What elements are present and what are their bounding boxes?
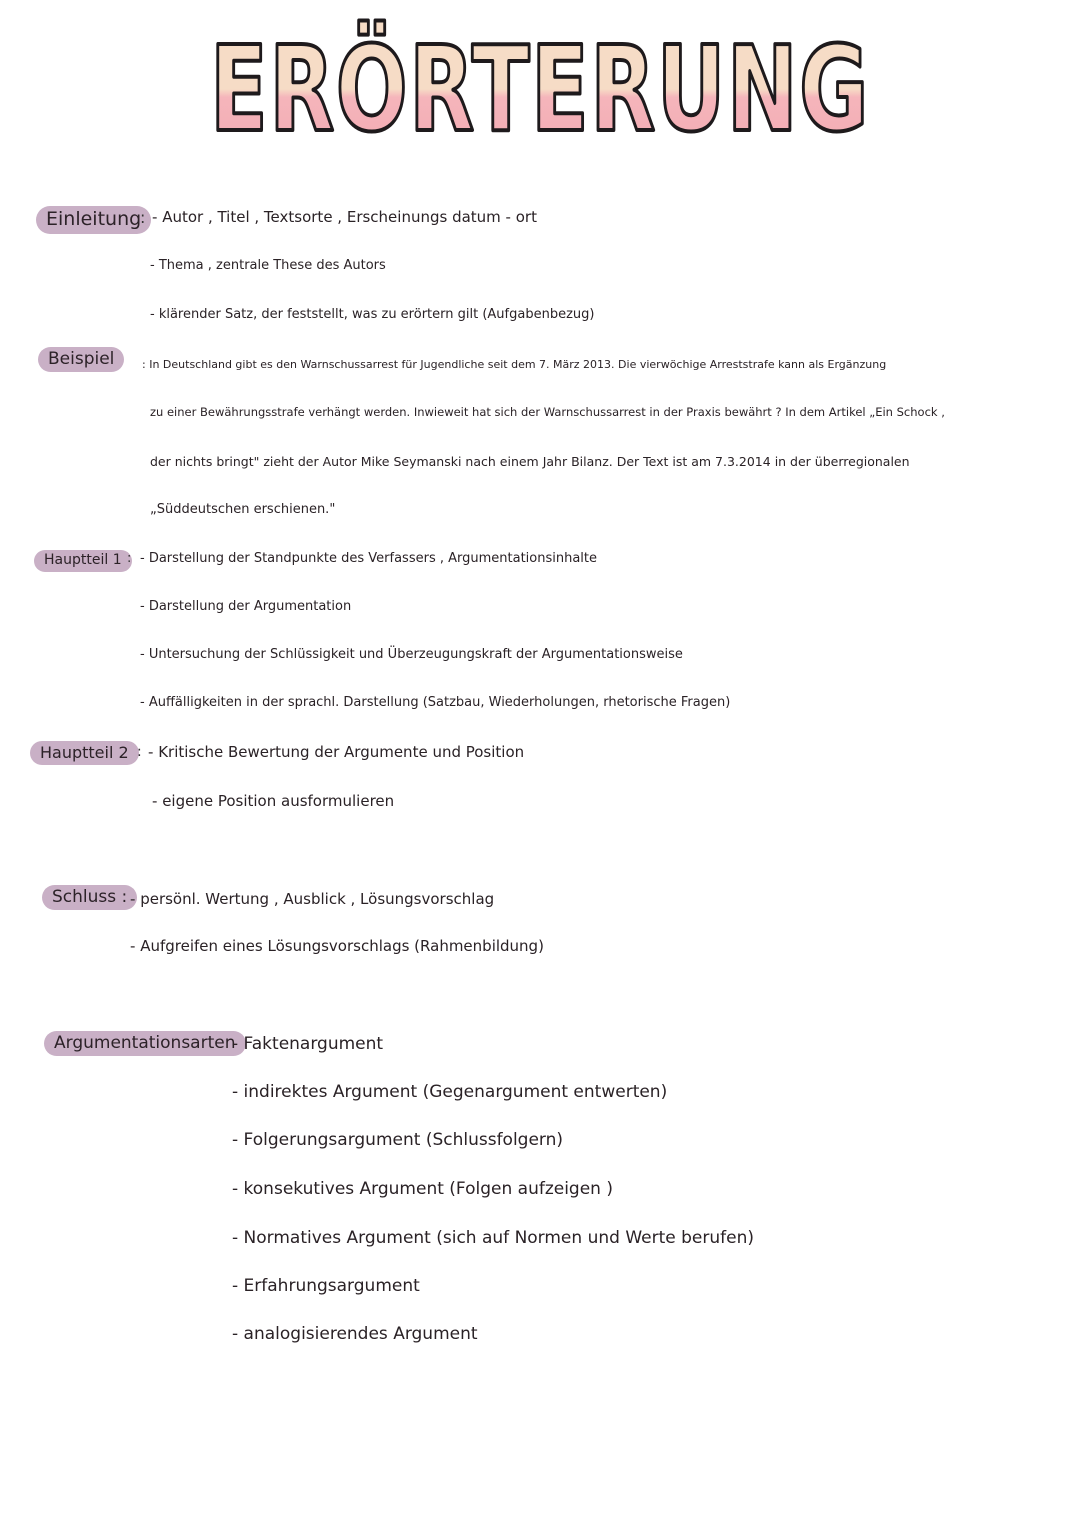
schluss-item-text: Aufgreifen eines Lösungsvorschlags (Rahmenbildung)	[140, 937, 544, 955]
argumentationsart-item-text: indirektes Argument (Gegenargument entwerten)	[243, 1082, 668, 1102]
hauptteil2-item-text: Kritische Bewertung der Argumente und Position	[158, 743, 525, 761]
beispiel-line: : In Deutschland gibt es den Warnschussarrest für Jugendliche seit dem 7. März 2013. Die vierwöchige Arreststrafe kann als Ergänzung	[142, 358, 887, 371]
beispiel-line: „Süddeutschen erschienen."	[150, 502, 336, 517]
label-beispiel: Beispiel	[38, 347, 124, 372]
label-hauptteil-1: Hauptteil 1	[34, 550, 132, 572]
argumentationsart-item: - Faktenargument	[232, 1034, 384, 1054]
label-colon: :	[137, 744, 142, 760]
beispiel-line: zu einer Bewährungsstrafe verhängt werden. Inwieweit hat sich der Warnschussarrest in der Praxis bewährt ? In dem Artikel „Ein Schock ,	[150, 405, 945, 419]
hauptteil1-item: - Darstellung der Argumentation	[140, 599, 352, 614]
hauptteil2-item: - eigene Position ausformulieren	[152, 792, 395, 810]
argumentationsart-item: - indirektes Argument (Gegenargument entwerten)	[232, 1082, 668, 1102]
schluss-item: - persönl. Wertung , Ausblick , Lösungsvorschlag	[130, 890, 495, 908]
argumentationsart-item: - Erfahrungsargument	[232, 1276, 420, 1296]
argumentationsart-item: - Folgerungsargument (Schlussfolgern)	[232, 1130, 564, 1150]
argumentationsart-item-text: Faktenargument	[243, 1034, 384, 1054]
label-argumentationsarten: Argumentationsarten	[44, 1031, 246, 1056]
hauptteil2-item: - Kritische Bewertung der Argumente und Position	[148, 743, 525, 761]
beispiel-line: der nichts bringt" zieht der Autor Mike Seymanski nach einem Jahr Bilanz. Der Text ist am 7.3.2014 in der überregionalen	[150, 454, 910, 469]
label-colon: :	[140, 208, 146, 227]
hauptteil1-item: - Auffälligkeiten in der sprachl. Darstellung (Satzbau, Wiederholungen, rhetorische Fragen)	[140, 695, 731, 710]
hauptteil1-item-text: Darstellung der Standpunkte des Verfassers , Argumentationsinhalte	[148, 551, 598, 566]
argumentationsart-item: - konsekutives Argument (Folgen aufzeigen )	[232, 1179, 613, 1199]
hauptteil1-item: - Untersuchung der Schlüssigkeit und Überzeugungskraft der Argumentationsweise	[140, 647, 683, 662]
label-einleitung: Einleitung	[36, 206, 151, 234]
einleitung-item-text: klärender Satz, der feststellt, was zu erörtern gilt (Aufgabenbezug)	[158, 307, 595, 322]
argumentationsart-item: - Normatives Argument (sich auf Normen und Werte berufen)	[232, 1228, 754, 1248]
hauptteil1-item-text: Auffälligkeiten in der sprachl. Darstellung (Satzbau, Wiederholungen, rhetorische Fragen)	[148, 695, 731, 710]
hauptteil1-item-text: Untersuchung der Schlüssigkeit und Überzeugungskraft der Argumentationsweise	[148, 647, 683, 662]
page-title	[200, 18, 880, 158]
hauptteil1-item-text: Darstellung der Argumentation	[148, 599, 352, 614]
hauptteil2-item-text: eigene Position ausformulieren	[162, 792, 395, 810]
einleitung-item-text: Autor , Titel , Textsorte , Erscheinungs datum - ort	[162, 208, 537, 226]
hauptteil1-item: - Darstellung der Standpunkte des Verfassers , Argumentationsinhalte	[140, 551, 598, 566]
einleitung-item: - klärender Satz, der feststellt, was zu erörtern gilt (Aufgabenbezug)	[150, 307, 595, 322]
label-schluss: Schluss :	[42, 885, 137, 910]
einleitung-item: - Autor , Titel , Textsorte , Erscheinungs datum - ort	[152, 208, 537, 226]
argumentationsart-item: - analogisierendes Argument	[232, 1324, 478, 1344]
argumentationsart-item-text: Erfahrungsargument	[243, 1276, 420, 1296]
argumentationsart-item-text: Folgerungsargument (Schlussfolgern)	[243, 1130, 564, 1150]
argumentationsart-item-text: analogisierendes Argument	[243, 1324, 478, 1344]
label-hauptteil-2: Hauptteil 2	[30, 741, 139, 765]
einleitung-item-text: Thema , zentrale These des Autors	[158, 258, 386, 273]
title-text: ERÖRTERUNG	[210, 20, 870, 158]
argumentationsart-item-text: konsekutives Argument (Folgen aufzeigen )	[243, 1179, 613, 1199]
schluss-item: - Aufgreifen eines Lösungsvorschlags (Rahmenbildung)	[130, 937, 544, 955]
label-colon: :	[127, 551, 132, 566]
argumentationsart-item-text: Normatives Argument (sich auf Normen und Werte berufen)	[243, 1228, 754, 1248]
schluss-item-text: persönl. Wertung , Ausblick , Lösungsvorschlag	[140, 890, 495, 908]
einleitung-item: - Thema , zentrale These des Autors	[150, 258, 386, 273]
